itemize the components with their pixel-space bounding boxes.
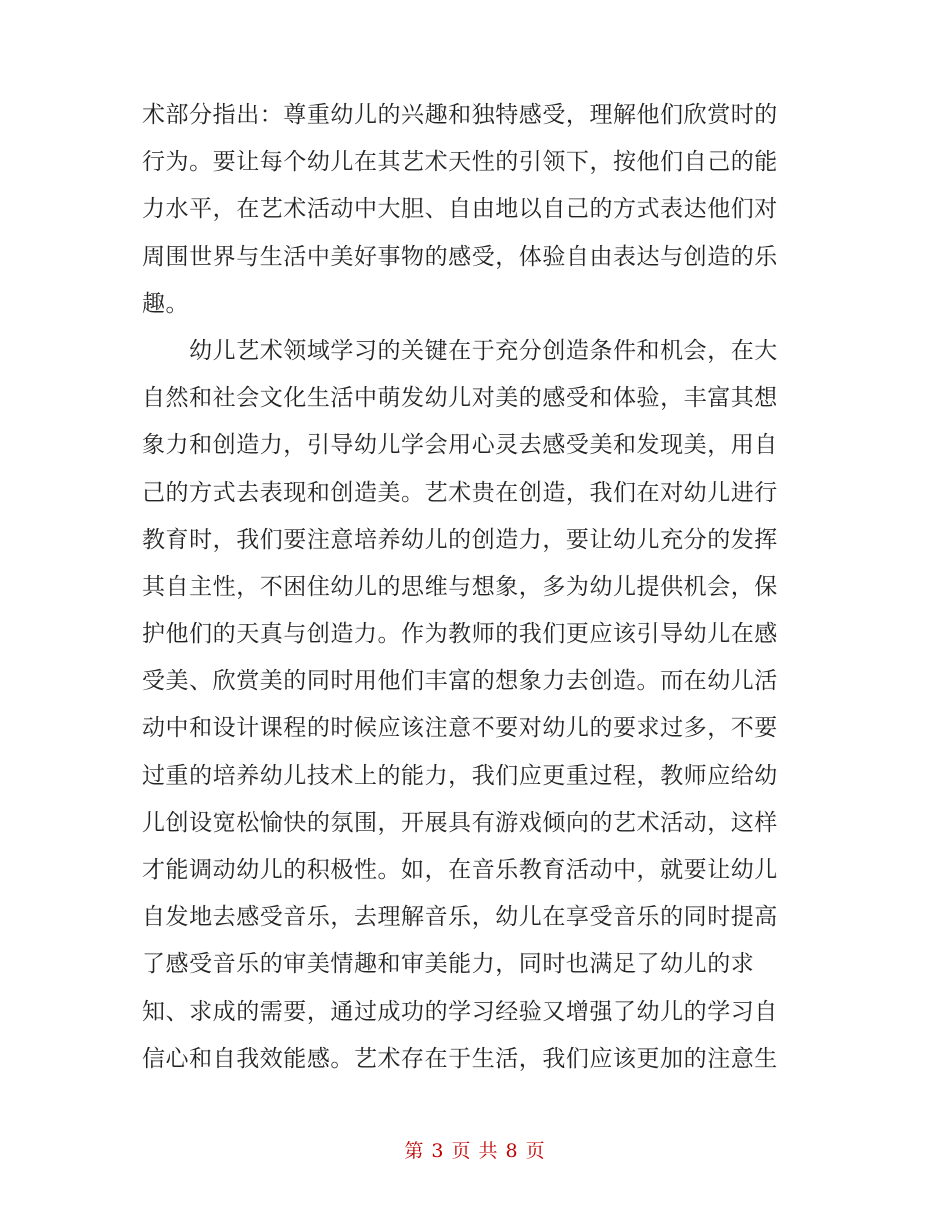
text-line: 象力和创造力，引导幼儿学会用心灵去感受美和发现美，用自 (142, 432, 778, 459)
page-number-footer: 第 3 页 共 8 页 (404, 1140, 546, 1162)
text-line: 儿创设宽松愉快的氛围，开展具有游戏倾向的艺术活动，这样 (142, 809, 778, 836)
text-line: 护他们的天真与创造力。作为教师的我们更应该引导幼儿在感 (142, 621, 778, 648)
text-line: 教育时，我们要注意培养幼儿的创造力，要让幼儿充分的发挥 (142, 526, 778, 553)
text-line: 行为。要让每个幼儿在其艺术天性的引领下，按他们自己的能 (142, 149, 778, 176)
text-line: 力水平，在艺术活动中大胆、自由地以自己的方式表达他们对 (142, 196, 778, 223)
text-line: 趣。 (142, 290, 190, 317)
text-line: 受美、欣赏美的同时用他们丰富的想象力去创造。而在幼儿活 (142, 668, 778, 695)
text-line: 动中和设计课程的时候应该注意不要对幼儿的要求过多，不要 (142, 715, 778, 742)
text-line: 幼儿艺术领域学习的关键在于充分创造条件和机会，在大 (142, 337, 778, 364)
text-line: 自发地去感受音乐，去理解音乐，幼儿在享受音乐的同时提高 (142, 904, 778, 931)
body-text (142, 92, 814, 1083)
text-line: 才能调动幼儿的积极性。如，在音乐教育活动中，就要让幼儿 (142, 857, 778, 883)
text-line: 己的方式去表现和创造美。艺术贵在创造，我们在对幼儿进行 (142, 479, 778, 506)
text-line: 知、求成的需要，通过成功的学习经验又增强了幼儿的学习自 (142, 998, 778, 1025)
text-line: 自然和社会文化生活中萌发幼儿对美的感受和体验，丰富其想 (142, 385, 778, 412)
text-line: 了感受音乐的审美情趣和审美能力，同时也满足了幼儿的求 (142, 951, 755, 978)
text-line: 术部分指出：尊重幼儿的兴趣和独特感受，理解他们欣赏时的 (142, 102, 778, 128)
text-line: 信心和自我效能感。艺术存在于生活，我们应该更加的注意生 (142, 1045, 778, 1072)
text-line: 周围世界与生活中美好事物的感受，体验自由表达与创造的乐 (142, 243, 778, 270)
text-line: 其自主性，不困住幼儿的思维与想象，多为幼儿提供机会，保 (142, 573, 778, 600)
text-line: 过重的培养幼儿技术上的能力，我们应更重过程，教师应给幼 (142, 762, 778, 789)
